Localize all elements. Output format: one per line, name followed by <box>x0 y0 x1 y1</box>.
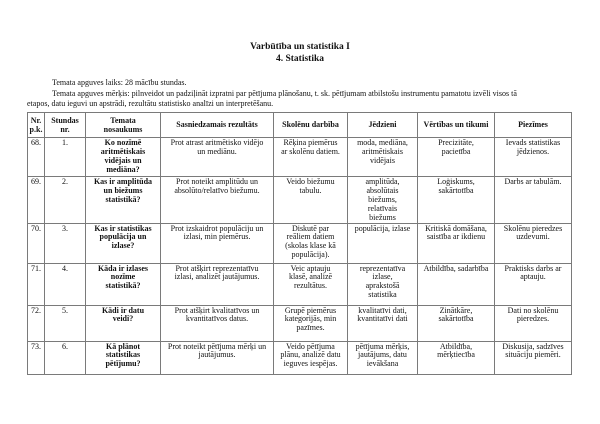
cell-nr: 68. <box>28 138 45 177</box>
cell-topic: Ko nozīmē aritmētiskais vidējais un mediāna? <box>86 138 161 177</box>
header-activity: Skolēnu darbība <box>274 113 348 138</box>
table-row <box>28 341 572 374</box>
cell-concepts: moda, mediāna, aritmētiskais vidējais <box>348 138 418 177</box>
cell-activity: Diskutē par reāliem datiem (skolas klase kā populācija). <box>274 223 348 263</box>
cell-nr: 72. <box>28 305 45 341</box>
cell-values: Loģiskums, sakārtotība <box>418 177 495 224</box>
cell-notes: Diskusija, sadzīves situāciju piemēri. <box>495 341 572 374</box>
cell-concepts: reprezentatīva izlase, aprakstošā statistika <box>348 263 418 305</box>
cell-concepts: pētījuma mērķis, jautājums, datu ievākšana <box>348 341 418 374</box>
cell-lesson: 2. <box>45 177 86 224</box>
cell-concepts: populācija, izlase <box>348 223 418 263</box>
header-values: Vērtības un tikumi <box>418 113 495 138</box>
cell-concepts: kvalitatīvi dati, kvantitatīvi dati <box>348 305 418 341</box>
cell-lesson: 5. <box>45 305 86 341</box>
cell-activity: Rēķina piemērus ar skolēnu datiem. <box>274 138 348 177</box>
cell-topic: Kāda ir izlases nozīme statistikā? <box>86 263 161 305</box>
header-result: Sasniedzamais rezultāts <box>161 113 274 138</box>
header-lesson: Stundas nr. <box>45 113 86 138</box>
cell-result: Prot atrast aritmētisko vidējo un mediānu. <box>161 138 274 177</box>
cell-topic: Kādi ir datu veidi? <box>86 305 161 341</box>
cell-values: Kritiskā domāšana, saistība ar ikdienu <box>418 223 495 263</box>
document-title: Varbūtība un statistika I <box>250 42 350 52</box>
header-notes: Piezīmes <box>495 113 572 138</box>
table-row <box>28 138 572 177</box>
cell-topic: Kas ir statistikas populācija un izlase? <box>86 223 161 263</box>
cell-result: Prot izskaidrot populāciju un izlasi, min piemērus. <box>161 223 274 263</box>
table-row <box>28 177 572 224</box>
table-header-row <box>28 113 572 138</box>
study-goal-line-2: etapos, datu ieguvi un apstrādi, rezultātu statistisko analīzi un interpretēšanu. <box>27 99 274 108</box>
cell-concepts: amplitūda, absolūtais biežums, relatīvais biežums <box>348 177 418 224</box>
table-row <box>28 223 572 263</box>
cell-values: Precizitāte, pacietība <box>418 138 495 177</box>
cell-activity: Veic aptauju klasē, analizē rezultātus. <box>274 263 348 305</box>
cell-result: Prot noteikt amplitūdu un absolūto/relatīvo biežumu. <box>161 177 274 224</box>
section-title: 4. Statistika <box>275 54 325 64</box>
cell-notes: Dati no skolēnu pieredzes. <box>495 305 572 341</box>
cell-activity: Veido biežumu tabulu. <box>274 177 348 224</box>
cell-activity: Veido pētījuma plānu, analizē datu ieguves iespējas. <box>274 341 348 374</box>
cell-notes: Ievads statistikas jēdzienos. <box>495 138 572 177</box>
cell-topic: Kā plānot statistikas pētījumu? <box>86 341 161 374</box>
study-goal-line-1: Temata apguves mērķis: pilnveidot un padziļināt izpratni par pētījuma plānošanu, t. sk. pētījumam atbilstošu instrumentu pamatotu izvēli visos tā <box>52 89 517 98</box>
header-topic: Temata nosaukums <box>86 113 161 138</box>
cell-values: Atbildība, sadarbība <box>418 263 495 305</box>
cell-lesson: 3. <box>45 223 86 263</box>
lesson-plan-table <box>27 112 572 375</box>
cell-nr: 70. <box>28 223 45 263</box>
cell-notes: Darbs ar tabulām. <box>495 177 572 224</box>
cell-lesson: 1. <box>45 138 86 177</box>
cell-nr: 71. <box>28 263 45 305</box>
table-row <box>28 263 572 305</box>
cell-topic: Kas ir amplitūda un biežums statistikā? <box>86 177 161 224</box>
table-row <box>28 305 572 341</box>
cell-activity: Grupē piemērus kategorijās, min pazīmes. <box>274 305 348 341</box>
cell-notes: Skolēnu pieredzes uzdevumi. <box>495 223 572 263</box>
cell-result: Prot atšķirt reprezentatīvu izlasi, analizēt jautājumus. <box>161 263 274 305</box>
study-duration: Temata apguves laiks: 28 mācību stundas. <box>52 78 187 87</box>
header-concepts: Jēdzieni <box>348 113 418 138</box>
cell-values: Zinātkāre, sakārtotība <box>418 305 495 341</box>
cell-lesson: 4. <box>45 263 86 305</box>
cell-nr: 69. <box>28 177 45 224</box>
cell-notes: Praktisks darbs ar aptauju. <box>495 263 572 305</box>
cell-result: Prot atšķirt kvalitatīvos un kvantitatīvos datus. <box>161 305 274 341</box>
cell-result: Prot noteikt pētījuma mērķi un jautājumus. <box>161 341 274 374</box>
cell-lesson: 6. <box>45 341 86 374</box>
cell-values: Atbildība, mērķtiecība <box>418 341 495 374</box>
header-nr: Nr. p.k. <box>28 113 45 138</box>
cell-nr: 73. <box>28 341 45 374</box>
